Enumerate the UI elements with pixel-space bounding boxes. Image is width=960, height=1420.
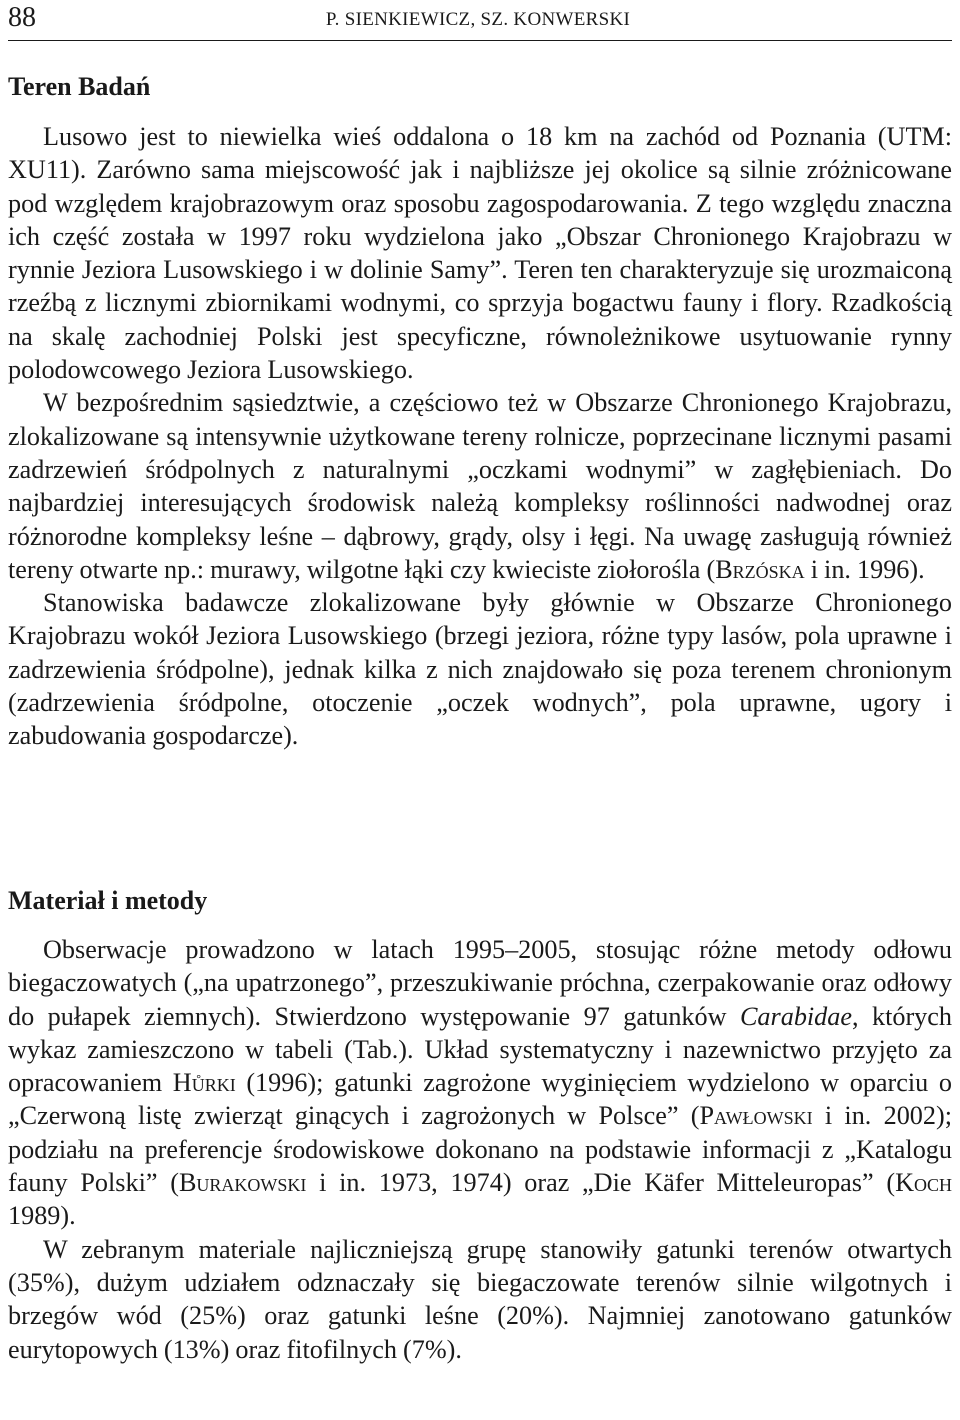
author-citation: Hůrki [172,1068,236,1098]
running-title: P. SIENKIEWICZ, SZ. KONWERSKI [325,9,631,30]
paragraph-text: i in. 2002); podziału na preferencje środowiskowe dokonano na podstawie informacji z „Katalogu fauny Polski” ( [8,1101,952,1198]
paragraph-text: 1989). [8,1201,76,1231]
paragraph [8,386,952,586]
paragraph-text: i in. 1996). [804,554,925,584]
paragraph-text: (1996); gatunki zagrożone wyginięciem wydzielono w oparciu o „Czerwoną listę zwierząt ginących i zagrożonych w Polsce” ( [8,1068,952,1131]
paragraph-text: Obserwacje prowadzono w latach 1995–2005, stosując różne metody odłowu biegaczowatych („na upatrzonego”, przeszukiwanie próchna, czerpakowanie oraz odłowy do pułapek ziemnych). Stwierdzono występowanie 97 gatunków [8,935,952,1031]
author-citation: Pawłowski [699,1101,813,1131]
section-heading-teren-badan: Teren Badań [8,72,151,101]
paragraph: W zebranym materiale najliczniejszą grupę stanowiły gatunki terenów otwartych (35%), dużym udziałem odznaczały się biegaczowate terenów silnie wilgotnych i brzegów wód (25%) oraz gatunki leśne (20%). Najmniej zanotowano gatunków eurytopowych (13%) oraz fitofilnych (7%). [8,1234,952,1364]
author-citation: Burakowski [178,1168,307,1198]
section-body-material-i-metody [8,933,952,1366]
paragraph [8,933,952,1233]
running-header [8,2,948,36]
paragraph-text: , których wykaz zamieszczono w tabeli (Tab.). Układ systematyczny i nazewnictwo przyjęto za opracowaniem [8,1001,952,1098]
author-citation: Brzóska [715,554,805,584]
taxon-name: Carabidae [739,1001,852,1031]
author-citation: Koch [895,1168,952,1198]
paragraph-text: i in. 1973, 1974) oraz „Die Käfer Mitteleuropas” ( [306,1168,896,1198]
paragraph: Lusowo jest to niewielka wieś oddalona o 18 km na zachód od Poznania (UTM: XU11). Zarówno sama miejscowość jak i najbliższe jej okolice są silnie zróżnicowane pod względem krajobrazowym oraz sposobu zagospodarowania. Z tego względu znaczna ich część została w 1997 roku wydzielona jako „Obszar Chronionego Krajobrazu w rynnie Jeziora Lusowskiego i w dolinie Samy”. Teren ten charakteryzuje się urozmaiconą rzeźbą z licznymi zbiornikami wodnymi, co sprzyja bogactwu fauny i flory. Rzadkością na skalę zachodniej Polski jest specyficzne, równoleżnikowe usytuowanie rynny polodowcowego Jeziora Lusowskiego. [8,122,952,385]
header-rule [8,40,952,41]
page-number: 88 [8,2,36,33]
section-body-teren-badan [8,120,952,753]
paragraph: Stanowiska badawcze zlokalizowane były głównie w Obszarze Chronionego Krajobrazu wokół Jeziora Lusowskiego (brzegi jeziora, różne typy lasów, pola uprawne i zadrzewienia śródpolne), jednak kilka z nich znajdowało się poza terenem chronionym (zadrzewienia śródpolne, otoczenie „oczek wodnych”, pola uprawne, ugory i zabudowania gospodarcze). [8,588,952,751]
paragraph-text: W bezpośrednim sąsiedztwie, a częściowo też w Obszarze Chronionego Krajobrazu, zlokalizowane są intensywnie użytkowane tereny rolnicze, poprzecinane licznymi pasami zadrzewień śródpolnych z naturalnymi „oczkami wodnymi” w zagłębieniach. Do najbardziej interesujących środowisk należą kompleksy roślinności nadwodnej oraz różnorodne kompleksy leśne – dąbrowy, grądy, olsy i łęgi. Na uwagę zasługują również tereny otwarte np.: murawy, wilgotne łąki czy kwieciste ziołorośla ( [8,388,952,584]
section-heading-material-i-metody: Materiał i metody [8,886,208,915]
